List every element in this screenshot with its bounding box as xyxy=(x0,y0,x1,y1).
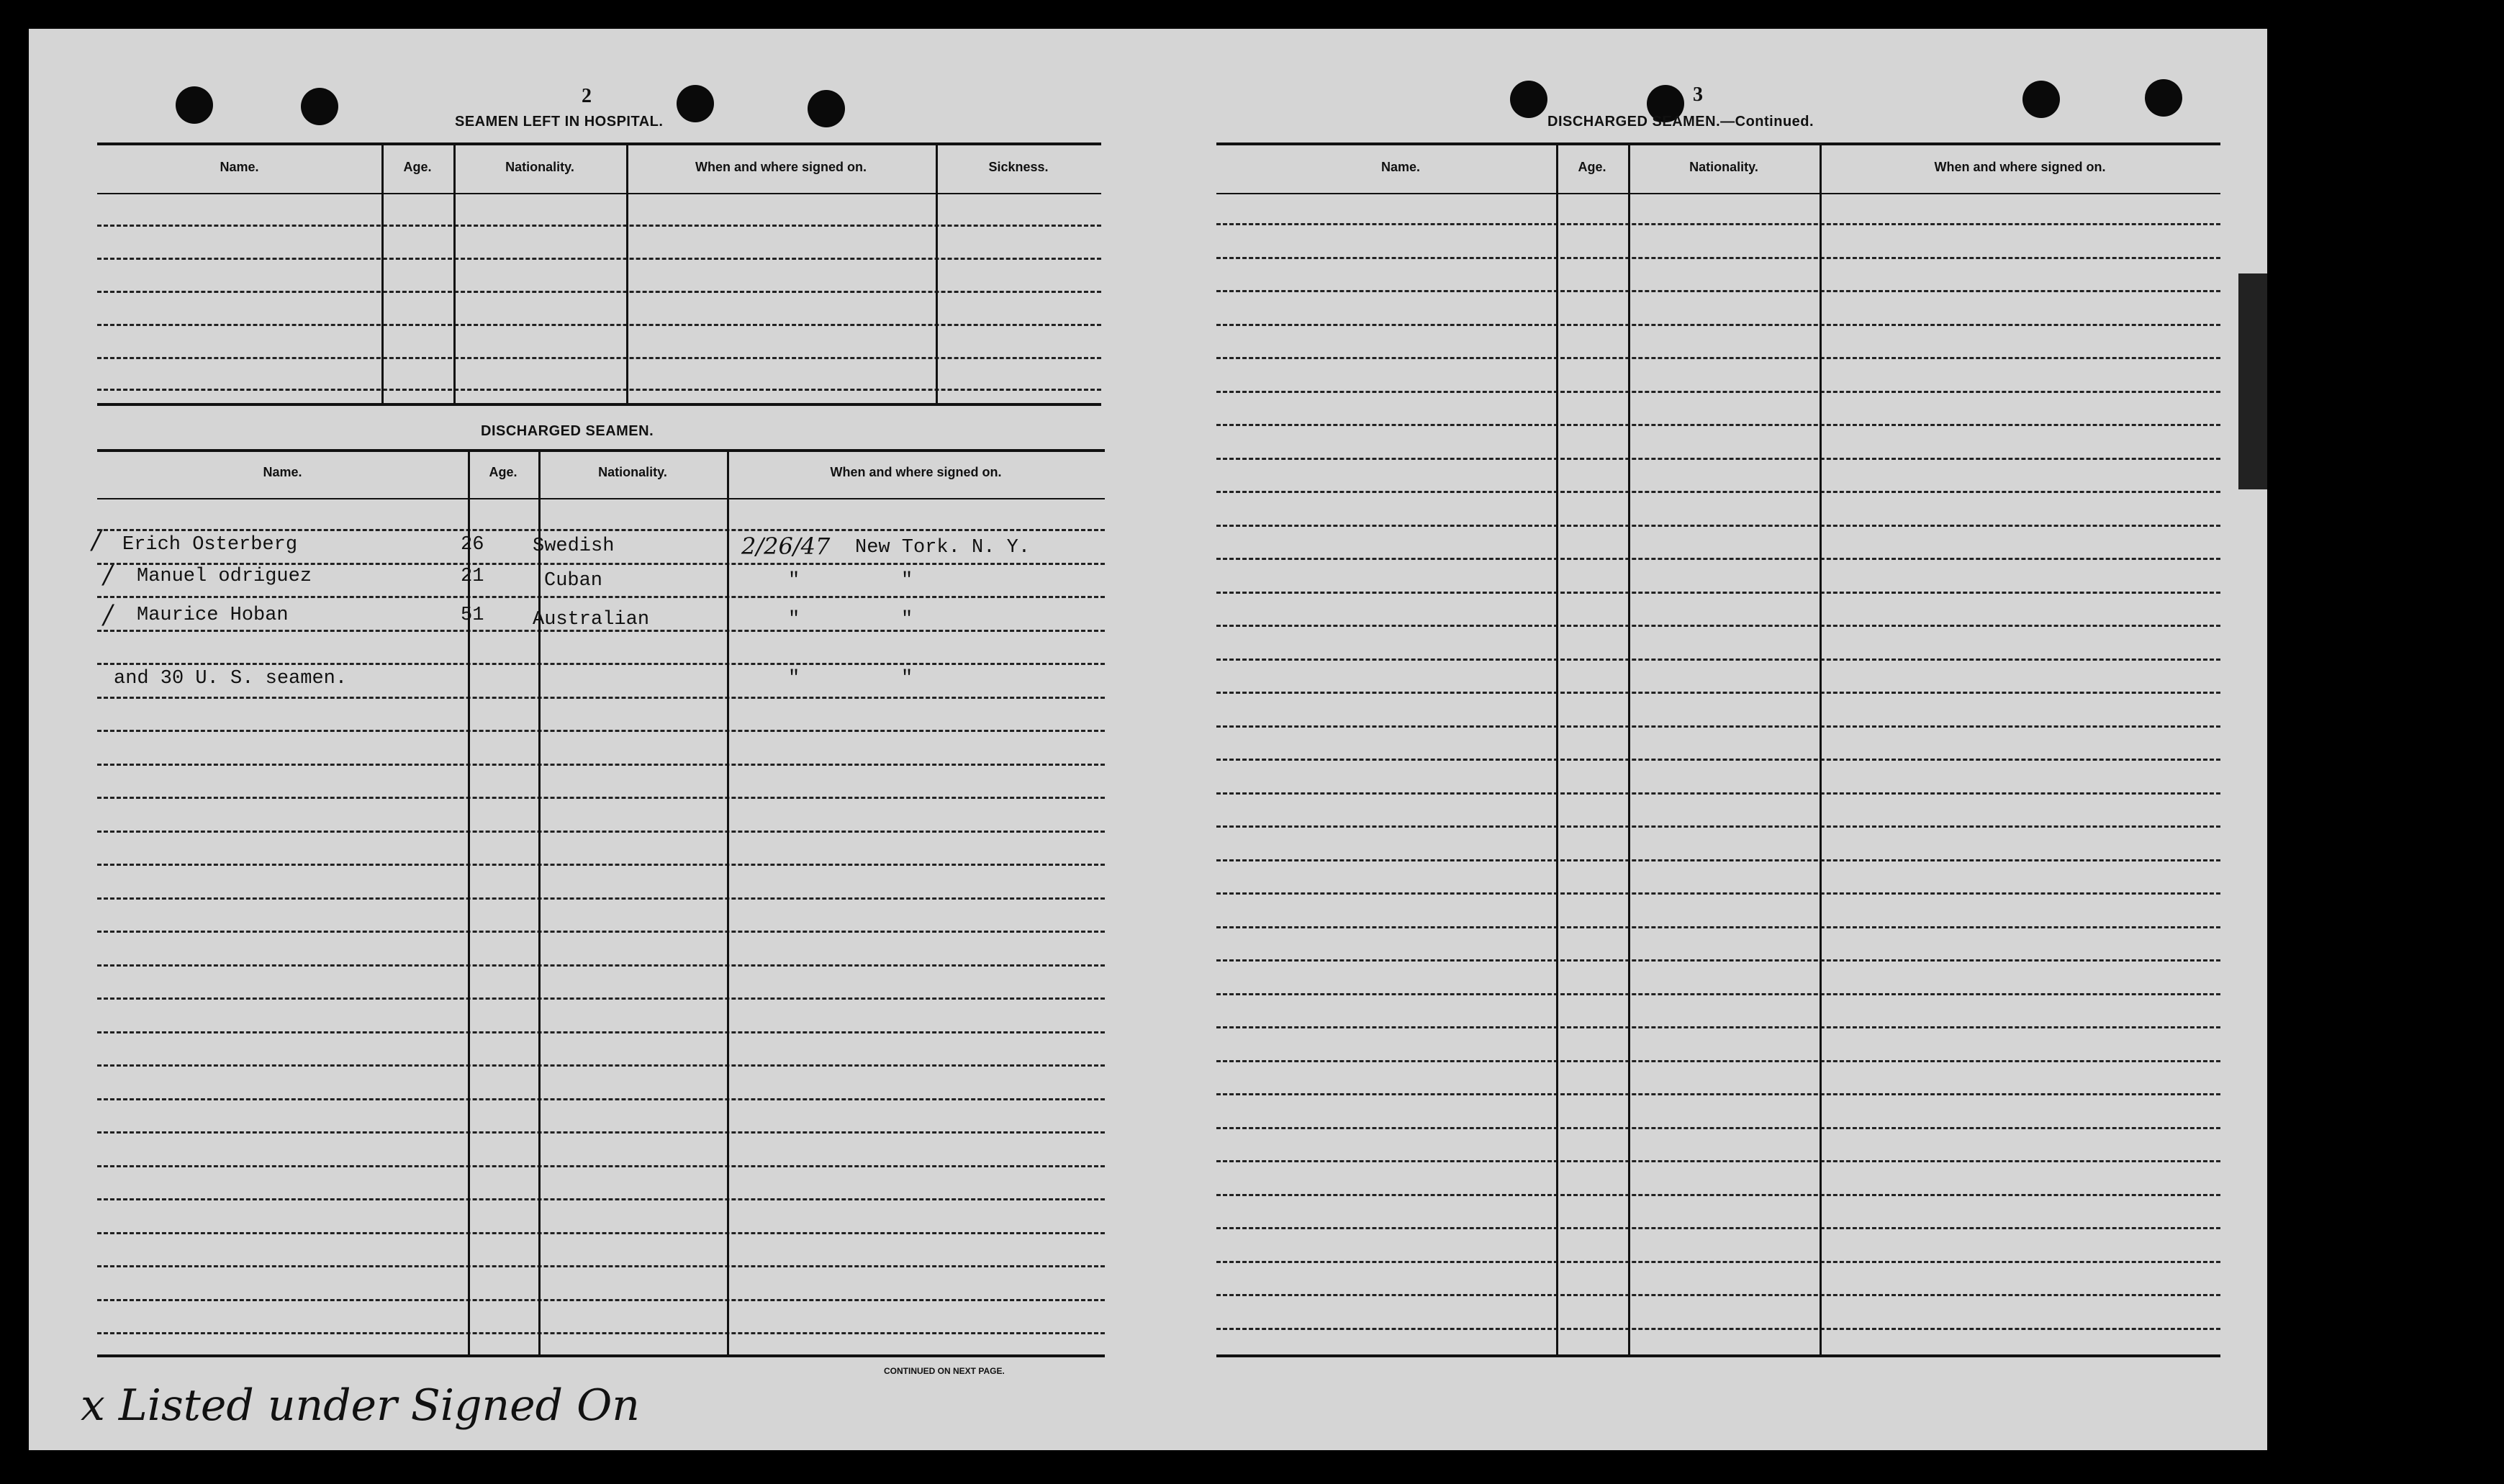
punch-hole xyxy=(677,85,714,122)
check-mark: / xyxy=(104,560,113,589)
column-divider xyxy=(1628,144,1630,1356)
table-rule xyxy=(97,142,1101,145)
blank-row-line xyxy=(1216,324,2220,326)
blank-row-line xyxy=(1216,825,2220,828)
blank-row-line xyxy=(1216,1026,2220,1028)
blank-row-line xyxy=(97,730,1105,732)
col-header-signed-on: When and where signed on. xyxy=(1934,160,2106,174)
blank-row-line xyxy=(1216,1093,2220,1095)
column-divider xyxy=(468,451,470,1356)
blank-row-line xyxy=(97,1198,1105,1200)
blank-row-line xyxy=(97,529,1105,531)
seaman-age: 51 xyxy=(461,605,484,626)
blank-row-line xyxy=(1216,491,2220,493)
punch-hole xyxy=(2145,79,2182,117)
col-header-sickness: Sickness. xyxy=(988,160,1049,174)
binding-clip xyxy=(2238,273,2267,489)
continued-note: CONTINUED ON NEXT PAGE. xyxy=(884,1366,1005,1376)
blank-row-line xyxy=(1216,659,2220,661)
blank-row-line xyxy=(97,324,1101,326)
blank-row-line xyxy=(1216,525,2220,527)
check-mark: / xyxy=(104,600,113,630)
col-header-nationality: Nationality. xyxy=(598,465,667,479)
blank-row-line xyxy=(1216,1194,2220,1196)
blank-row-line xyxy=(1216,290,2220,292)
blank-row-line xyxy=(97,764,1105,766)
ditto-mark: " xyxy=(901,570,913,592)
blank-row-line xyxy=(97,1299,1105,1301)
seaman-age: 21 xyxy=(461,566,484,587)
blank-row-line xyxy=(1216,1227,2220,1229)
seaman-name: Erich Osterberg xyxy=(122,534,298,556)
blank-row-line xyxy=(97,797,1105,799)
signed-on-place: New Tork. N. Y. xyxy=(855,537,1031,558)
seaman-name: Maurice Hoban xyxy=(137,605,289,626)
seaman-nationality: Cuban xyxy=(544,570,603,592)
check-mark: / xyxy=(92,525,101,555)
blank-row-line xyxy=(1216,558,2220,560)
table-rule xyxy=(97,1354,1105,1357)
col-header-age: Age. xyxy=(403,160,432,174)
blank-row-line xyxy=(1216,792,2220,795)
table-rule xyxy=(97,449,1105,452)
column-divider xyxy=(1820,144,1822,1356)
blank-row-line xyxy=(1216,926,2220,928)
blank-row-line xyxy=(1216,1294,2220,1296)
blank-row-line xyxy=(97,697,1105,699)
blank-row-line xyxy=(1216,859,2220,861)
blank-row-line xyxy=(97,258,1101,260)
ditto-mark: " xyxy=(901,668,913,689)
seaman-nationality: Swedish xyxy=(533,535,615,557)
ditto-mark: " xyxy=(901,609,913,630)
table-rule xyxy=(1216,1354,2220,1357)
blank-row-line xyxy=(97,1031,1105,1033)
seaman-name: Manuel odriguez xyxy=(137,566,312,587)
punch-hole xyxy=(301,88,338,125)
blank-row-line xyxy=(97,1165,1105,1167)
blank-row-line xyxy=(1216,959,2220,962)
blank-row-line xyxy=(97,1131,1105,1134)
col-header-age: Age. xyxy=(489,465,517,479)
blank-row-line xyxy=(97,596,1105,598)
column-divider xyxy=(381,144,384,404)
seaman-nationality: Australian xyxy=(533,609,650,630)
punch-hole xyxy=(1510,81,1547,118)
blank-row-line xyxy=(1216,357,2220,359)
table-rule xyxy=(97,498,1105,499)
blank-row-line xyxy=(97,997,1105,1000)
seaman-name: and 30 U. S. seamen. xyxy=(114,668,348,689)
column-divider xyxy=(936,144,938,404)
handwritten-note: x Listed under Signed On xyxy=(81,1380,640,1431)
hospital-section-title: SEAMEN LEFT IN HOSPITAL. xyxy=(455,114,664,130)
blank-row-line xyxy=(1216,424,2220,426)
signed-on-date: 2/26/47 xyxy=(741,533,831,560)
punch-hole xyxy=(2022,81,2060,118)
col-header-signed-on: When and where signed on. xyxy=(695,160,867,174)
discharged-section-title: DISCHARGED SEAMEN. xyxy=(481,423,654,439)
table-rule xyxy=(1216,193,2220,194)
blank-row-line xyxy=(1216,625,2220,627)
table-rule xyxy=(97,193,1101,194)
col-header-name: Name. xyxy=(220,160,259,174)
blank-row-line xyxy=(1216,223,2220,225)
seaman-age: 26 xyxy=(461,534,484,556)
blank-row-line xyxy=(97,964,1105,967)
blank-row-line xyxy=(1216,759,2220,761)
blank-row-line xyxy=(1216,1060,2220,1062)
blank-row-line xyxy=(1216,1261,2220,1263)
col-header-name: Name. xyxy=(1380,160,1421,174)
blank-row-line xyxy=(97,1232,1105,1234)
blank-row-line xyxy=(97,1098,1105,1100)
blank-row-line xyxy=(1216,892,2220,895)
blank-row-line xyxy=(97,864,1105,866)
ditto-mark: " xyxy=(788,570,800,592)
column-divider xyxy=(1556,144,1558,1356)
blank-row-line xyxy=(97,663,1105,665)
blank-row-line xyxy=(1216,1160,2220,1162)
blank-row-line xyxy=(1216,257,2220,259)
blank-row-line xyxy=(97,1332,1105,1334)
blank-row-line xyxy=(97,357,1101,359)
document-sheet xyxy=(29,29,2267,1450)
blank-row-line xyxy=(97,1064,1105,1067)
blank-row-line xyxy=(97,831,1105,833)
blank-row-line xyxy=(97,225,1101,227)
col-header-nationality: Nationality. xyxy=(1689,160,1758,174)
punch-hole xyxy=(808,90,845,127)
blank-row-line xyxy=(1216,725,2220,728)
blank-row-line xyxy=(1216,993,2220,995)
page-number-right: 3 xyxy=(1693,83,1703,106)
column-divider xyxy=(453,144,456,404)
blank-row-line xyxy=(97,630,1105,632)
col-header-name: Name. xyxy=(263,465,302,479)
blank-row-line xyxy=(97,563,1105,565)
col-header-nationality: Nationality. xyxy=(505,160,574,174)
blank-row-line xyxy=(1216,458,2220,460)
blank-row-line xyxy=(1216,692,2220,694)
blank-row-line xyxy=(97,931,1105,933)
blank-row-line xyxy=(97,1265,1105,1267)
discharged-continued-title: DISCHARGED SEAMEN.—Continued. xyxy=(1547,114,1814,130)
column-divider xyxy=(538,451,541,1356)
ditto-mark: " xyxy=(788,609,800,630)
blank-row-line xyxy=(1216,1127,2220,1129)
punch-hole xyxy=(176,86,213,124)
table-rule xyxy=(1216,142,2220,145)
col-header-signed-on: When and where signed on. xyxy=(830,465,1002,479)
column-divider xyxy=(727,451,729,1356)
ditto-mark: " xyxy=(788,668,800,689)
blank-row-line xyxy=(97,897,1105,900)
blank-row-line xyxy=(97,291,1101,293)
column-divider xyxy=(626,144,628,404)
col-header-age: Age. xyxy=(1578,160,1606,174)
blank-row-line xyxy=(1216,391,2220,393)
blank-row-line xyxy=(1216,1328,2220,1330)
blank-row-line xyxy=(97,389,1101,391)
blank-row-line xyxy=(1216,592,2220,594)
table-rule xyxy=(97,403,1101,406)
page-number-left: 2 xyxy=(582,85,592,107)
